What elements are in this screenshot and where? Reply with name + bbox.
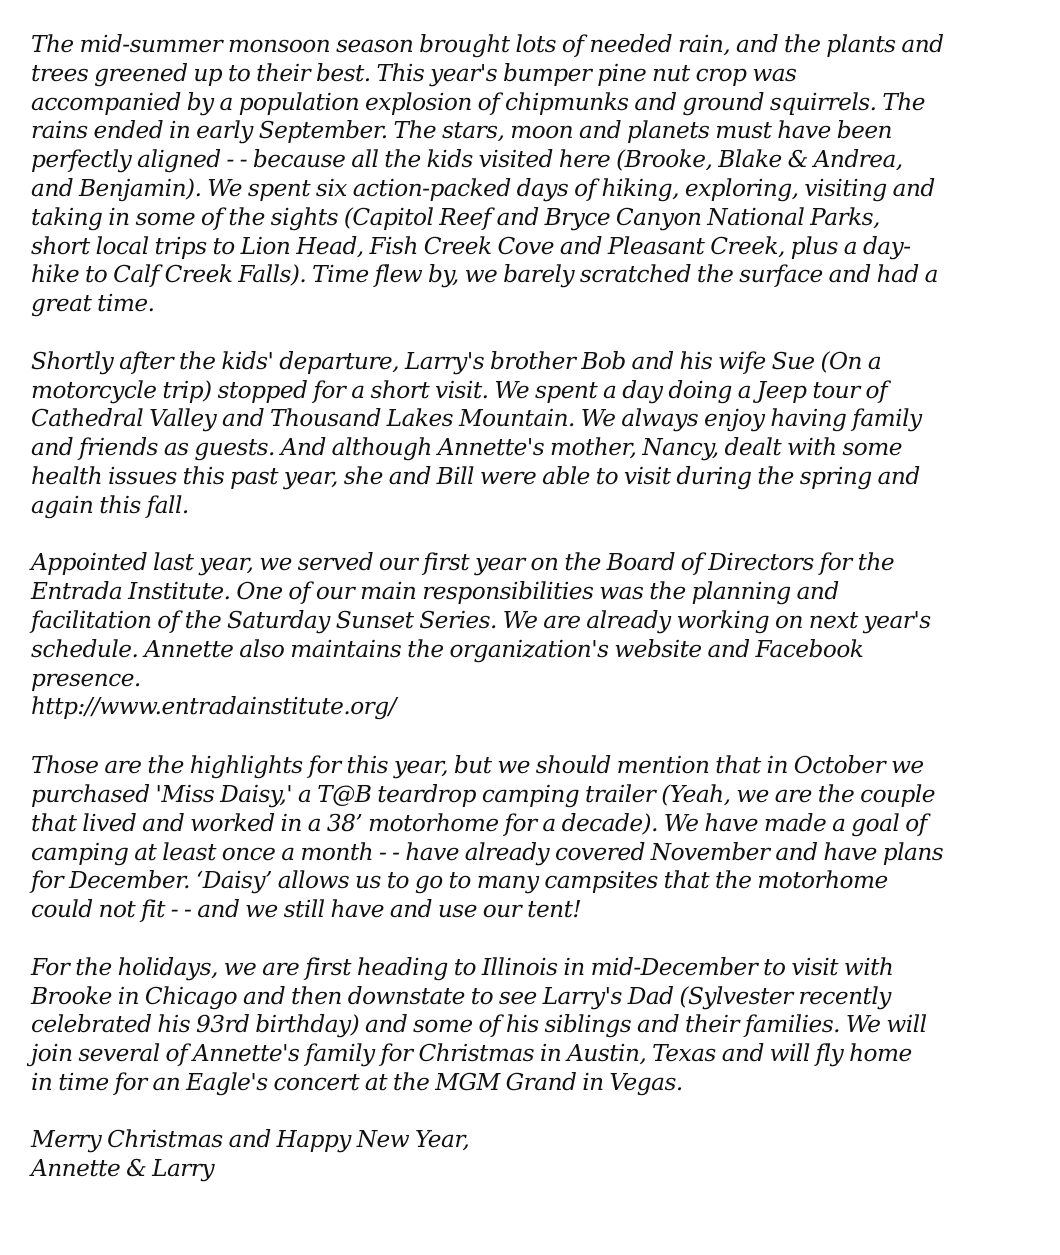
text-line: and friends as guests. And although Annette's mother, Nancy, dealt with some [31, 434, 902, 462]
text-line: camping at least once a month - - have already covered November and have plans [31, 838, 944, 866]
closing-greeting: Merry Christmas and Happy New Year, [31, 1126, 470, 1154]
paragraph-monsoon [31, 31, 1031, 319]
paragraph-entrada-institute [31, 549, 1031, 722]
text-line: For the holidays, we are first heading to Illinois in mid-December to visit with [31, 953, 894, 981]
text-line: health issues this past year, she and Bill were able to visit during the spring and [31, 462, 920, 490]
paragraph-miss-daisy [31, 752, 1031, 925]
text-line: Appointed last year, we served our first year on the Board of Directors for the [31, 549, 895, 577]
text-line: purchased 'Miss Daisy,' a T@B teardrop camping trailer (Yeah, we are the couple [31, 780, 935, 808]
text-line: hike to Calf Creek Falls). Time flew by, we barely scratched the surface and had a [31, 261, 938, 289]
paragraph-family-visit [31, 348, 1031, 521]
text-line: presence. [31, 664, 141, 692]
text-line: Those are the highlights for this year, but we should mention that in October we [31, 752, 924, 780]
text-line: again this fall. [31, 491, 189, 519]
text-line: motorcycle trip) stopped for a short visit. We spent a day doing a Jeep tour of [31, 376, 888, 404]
text-line: Brooke in Chicago and then downstate to see Larry's Dad (Sylvester recently [31, 982, 891, 1010]
text-line: The mid-summer monsoon season brought lots of needed rain, and the plants and [31, 31, 944, 58]
text-line: facilitation of the Saturday Sunset Series. We are already working on next year's [31, 606, 931, 634]
entrada-institute-url: http://www.entradainstitute.org/ [31, 693, 396, 721]
text-line: for December. ‘Daisy’ allows us to go to many campsites that the motorhome [31, 867, 888, 895]
text-line: perfectly aligned - - because all the kids visited here (Brooke, Blake & Andrea, [31, 146, 903, 174]
text-line: schedule. Annette also maintains the organization's website and Facebook [31, 635, 864, 663]
text-line: rains ended in early September. The stars, moon and planets must have been [31, 117, 892, 145]
text-line: taking in some of the sights (Capitol Reef and Bryce Canyon National Parks, [31, 203, 880, 231]
text-line: Shortly after the kids' departure, Larry's brother Bob and his wife Sue (On a [31, 347, 882, 375]
text-line: trees greened up to their best. This year's bumper pine nut crop was [31, 59, 797, 87]
text-line: join several of Annette's family for Christmas in Austin, Texas and will fly home [31, 1040, 912, 1068]
closing-signature [31, 1126, 1031, 1184]
signature-names: Annette & Larry [31, 1155, 215, 1183]
text-line: in time for an Eagle's concert at the MGM Grand in Vegas. [31, 1068, 683, 1096]
text-line: accompanied by a population explosion of chipmunks and ground squirrels. The [31, 88, 925, 116]
paragraph-holidays [31, 954, 1031, 1098]
letter-body [31, 31, 1031, 1184]
text-line: could not fit - - and we still have and use our tent! [31, 896, 582, 924]
text-line: celebrated his 93rd birthday) and some of his siblings and their families. We will [31, 1011, 927, 1039]
text-line: short local trips to Lion Head, Fish Creek Cove and Pleasant Creek, plus a day- [31, 232, 911, 260]
text-line: that lived and worked in a 38’ motorhome for a decade). We have made a goal of [31, 809, 927, 837]
text-line: and Benjamin). We spent six action-packed days of hiking, exploring, visiting and [31, 174, 935, 202]
text-line: great time. [31, 290, 155, 318]
text-line: Entrada Institute. One of our main responsibilities was the planning and [31, 578, 839, 606]
text-line: Cathedral Valley and Thousand Lakes Mountain. We always enjoy having family [31, 405, 922, 433]
